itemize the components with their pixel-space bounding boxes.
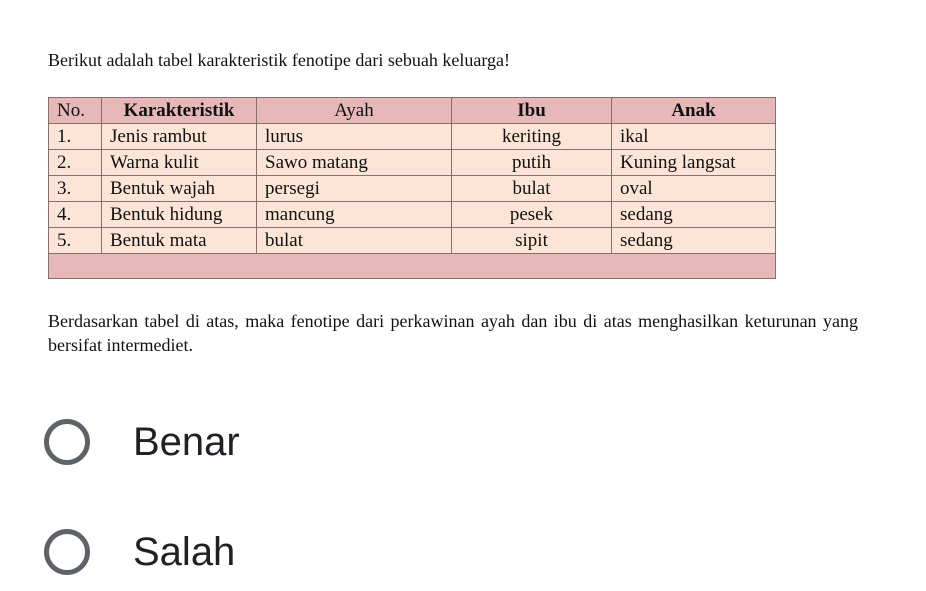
- cell-ayah: lurus: [257, 124, 452, 150]
- cell-anak: sedang: [612, 202, 776, 228]
- intro-text: Berikut adalah tabel karakteristik fenotipe dari sebuah keluarga!: [48, 50, 510, 70]
- cell-ayah: persegi: [257, 176, 452, 202]
- cell-no: 1.: [49, 124, 102, 150]
- cell-ayah: mancung: [257, 202, 452, 228]
- radio-unchecked-icon[interactable]: [44, 419, 90, 465]
- cell-karakteristik: Warna kulit: [102, 150, 257, 176]
- cell-ibu: bulat: [452, 176, 612, 202]
- cell-ibu: sipit: [452, 228, 612, 254]
- table-footer-cell: [49, 254, 776, 279]
- cell-ibu: pesek: [452, 202, 612, 228]
- cell-no: 4.: [49, 202, 102, 228]
- header-no: No.: [49, 98, 102, 124]
- header-ayah: Ayah: [257, 98, 452, 124]
- header-ibu: Ibu: [452, 98, 612, 124]
- option-label[interactable]: Benar: [133, 420, 240, 464]
- table-row: [49, 228, 776, 254]
- cell-karakteristik: Bentuk wajah: [102, 176, 257, 202]
- table-row: [49, 150, 776, 176]
- cell-no: 5.: [49, 228, 102, 254]
- cell-no: 3.: [49, 176, 102, 202]
- header-anak: Anak: [612, 98, 776, 124]
- cell-ayah: Sawo matang: [257, 150, 452, 176]
- cell-no: 2.: [49, 150, 102, 176]
- question-text: Berdasarkan tabel di atas, maka fenotipe dari perkawinan ayah dan ibu di atas menghasilkan keturunan yang bersifat intermediet.: [48, 311, 858, 355]
- cell-ibu: keriting: [452, 124, 612, 150]
- table-header-row: [49, 98, 776, 124]
- phenotype-table: [48, 97, 776, 279]
- cell-anak: sedang: [612, 228, 776, 254]
- radio-unchecked-icon[interactable]: [44, 529, 90, 575]
- cell-karakteristik: Bentuk mata: [102, 228, 257, 254]
- cell-ibu: putih: [452, 150, 612, 176]
- cell-anak: Kuning langsat: [612, 150, 776, 176]
- option-benar[interactable]: [44, 416, 240, 468]
- option-salah[interactable]: [44, 526, 235, 578]
- cell-karakteristik: Bentuk hidung: [102, 202, 257, 228]
- option-label[interactable]: Salah: [133, 530, 236, 574]
- header-karakteristik: Karakteristik: [102, 98, 257, 124]
- cell-anak: oval: [612, 176, 776, 202]
- cell-karakteristik: Jenis rambut: [102, 124, 257, 150]
- cell-anak: ikal: [612, 124, 776, 150]
- cell-ayah: bulat: [257, 228, 452, 254]
- table-row: [49, 176, 776, 202]
- table-footer-row: [49, 254, 776, 279]
- table-row: [49, 124, 776, 150]
- table-row: [49, 202, 776, 228]
